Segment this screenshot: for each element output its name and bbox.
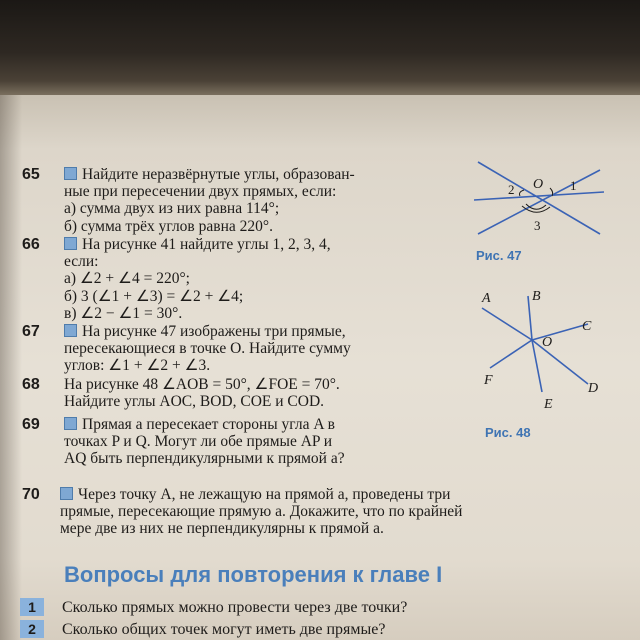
figure-48-diagram [470, 288, 610, 418]
problem-text: Через точку A, не лежащую на прямой a, проведены три прямые, пересекающие прямую a. Докажите, что по крайней мере две из них не перпендикулярны к прямой a. [60, 486, 463, 538]
question-text: Сколько общих точек могут иметь две прямые? [62, 621, 386, 638]
problem-number: 65 [22, 166, 40, 183]
question-text: Сколько прямых можно провести через две точки? [62, 599, 408, 616]
label-d: D [588, 381, 599, 396]
problem-text: Найдите неразвёрнутые углы, образован- ные при пересечении двух прямых, если: а) сумма двух из них равна 114°; б) сумма трёх углов равна 220°. [64, 166, 355, 235]
angle-arc-2 [520, 190, 525, 196]
ray-oc [532, 324, 588, 340]
label-o: O [542, 335, 553, 350]
review-question-2 [20, 620, 385, 640]
problem-number: 70 [22, 486, 40, 503]
label-b: B [532, 289, 541, 304]
problem-number: 66 [22, 236, 40, 253]
ray-oe [532, 340, 542, 392]
label-1: 1 [570, 178, 577, 193]
figure-47-diagram [474, 158, 604, 238]
problem-text: На рисунке 41 найдите углы 1, 2, 3, 4, если: а) ∠2 + ∠4 = 220°; б) 3 (∠1 + ∠3) = ∠2 + ∠4; в) ∠2 − ∠1 = 30°. [64, 236, 331, 322]
label-3: 3 [534, 218, 541, 233]
square-marker-icon [64, 417, 77, 430]
ray-oa [482, 308, 532, 340]
label-o: O [533, 177, 544, 192]
review-question-1 [20, 598, 407, 618]
figure-47-caption: Рис. 47 [476, 248, 522, 263]
chapter-questions-heading: Вопросы для повторения к главе I [64, 562, 443, 587]
dark-background [0, 0, 640, 95]
label-f: F [484, 373, 493, 388]
angle-arc-3-inner [526, 204, 546, 209]
problem-text: На рисунке 48 ∠AOB = 50°, ∠FOE = 70°. Найдите углы AOC, BOD, COE и COD. [64, 376, 340, 411]
problem-number: 68 [22, 376, 40, 393]
square-marker-icon [60, 487, 73, 500]
problem-number: 67 [22, 323, 40, 340]
label-e: E [544, 397, 553, 412]
label-2: 2 [508, 182, 515, 197]
ray-od [532, 340, 588, 384]
label-c: C [582, 319, 592, 334]
problem-number: 69 [22, 416, 40, 433]
square-marker-icon [64, 324, 77, 337]
question-number: 2 [20, 620, 44, 638]
square-marker-icon [64, 237, 77, 250]
problem-text: На рисунке 47 изображены три прямые, пересекающиеся в точке O. Найдите сумму углов: ∠1 + ∠2 + ∠3. [64, 323, 351, 375]
ray-of [490, 340, 532, 368]
figure-48-caption: Рис. 48 [485, 425, 531, 440]
problem-text: Прямая a пересекает стороны угла A в точках P и Q. Могут ли обе прямые AP и AQ быть перпендикулярными к прямой a? [64, 416, 345, 468]
square-marker-icon [64, 167, 77, 180]
question-number: 1 [20, 598, 44, 616]
label-a: A [482, 291, 491, 306]
page-shadow [0, 95, 22, 640]
